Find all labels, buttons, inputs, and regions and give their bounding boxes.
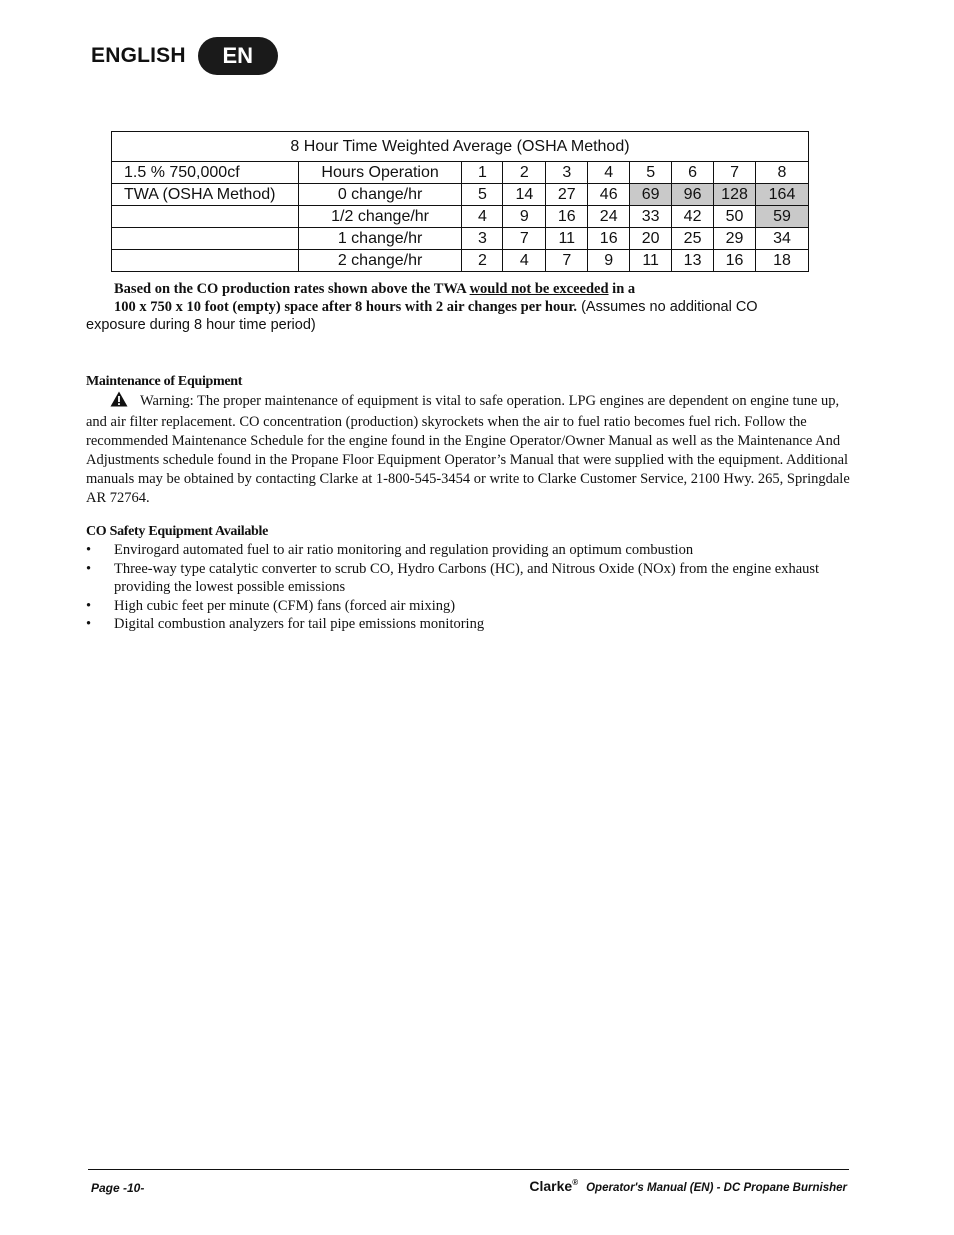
warning-triangle-icon bbox=[110, 391, 128, 413]
table-cell-shaded: 69 bbox=[630, 184, 672, 206]
row-label: TWA (OSHA Method) bbox=[112, 184, 299, 206]
table-row bbox=[112, 162, 809, 184]
page-header bbox=[91, 36, 278, 76]
list-item: • Digital combustion analyzers for tail pipe emissions monitoring bbox=[86, 616, 485, 632]
table-cell-shaded: 164 bbox=[756, 184, 809, 206]
note-line-2: 100 x 750 x 10 foot (empty) space after 8 hours with 2 air changes per hour. (Assumes no additional CO exposure during 8 hour time period) bbox=[86, 299, 758, 333]
table-note bbox=[86, 280, 806, 334]
row-rate: 0 change/hr bbox=[298, 184, 462, 206]
safety-section bbox=[86, 522, 856, 634]
table-cell: 1 bbox=[462, 162, 503, 184]
list-item: • Three-way type catalytic converter to scrub CO, Hydro Carbons (HC), and Nitrous Oxide (NOx) from the engine exhaust providing the lowest possible emissions bbox=[86, 560, 820, 595]
table-cell: 3 bbox=[462, 228, 503, 250]
table-cell: 46 bbox=[588, 184, 630, 206]
table-title: 8 Hour Time Weighted Average (OSHA Method) bbox=[112, 132, 809, 162]
table-cell: 14 bbox=[503, 184, 546, 206]
table-cell: 20 bbox=[630, 228, 672, 250]
bullet: • bbox=[86, 597, 92, 614]
list-item: • Envirogard automated fuel to air ratio monitoring and regulation providing an optimum combustion bbox=[86, 542, 694, 558]
maintenance-paragraph bbox=[86, 391, 856, 508]
table-row bbox=[112, 228, 809, 250]
row-label bbox=[112, 250, 299, 272]
maintenance-text: Warning: The proper maintenance of equipment is vital to safe operation. LPG engines are dependent on engine tune up, and air filter replacement. CO concentration (production) skyrockets when the air to fuel ratio becomes fuel rich. Follow the recommended Maintenance Schedule for the engine found in the Engine Operator/Owner Manual as well as the Maintenance And Adjustments schedule found in the Propane Floor Equipment Operator’s Manual that were supplied with the equipment. Additional manuals may be obtained by contacting Clarke at 1-800-545-3454 or write to Clarke Customer Service, 2100 Hwy. 265, Springdale AR 72764. bbox=[86, 393, 850, 506]
table-cell: 24 bbox=[588, 206, 630, 228]
table-title-row bbox=[112, 132, 809, 162]
footer-title: Clarke® Operator's Manual (EN) - DC Propane Burnisher bbox=[529, 1178, 847, 1194]
table-cell: 9 bbox=[588, 250, 630, 272]
language-badge: EN bbox=[198, 37, 278, 75]
row-label bbox=[112, 206, 299, 228]
maintenance-section bbox=[86, 372, 856, 508]
twa-table bbox=[111, 131, 809, 272]
table-cell: 3 bbox=[546, 162, 588, 184]
table-cell: 5 bbox=[630, 162, 672, 184]
table-cell: 50 bbox=[714, 206, 756, 228]
table-cell: 8 bbox=[756, 162, 809, 184]
row-rate: 2 change/hr bbox=[298, 250, 462, 272]
table-cell: 27 bbox=[546, 184, 588, 206]
table-cell: 2 bbox=[462, 250, 503, 272]
maintenance-heading: Maintenance of Equipment bbox=[86, 374, 243, 389]
row-rate: Hours Operation bbox=[298, 162, 462, 184]
table-cell: 9 bbox=[503, 206, 546, 228]
safety-list bbox=[86, 541, 856, 634]
footer-divider bbox=[88, 1169, 849, 1170]
row-label: 1.5 % 750,000cf bbox=[112, 162, 299, 184]
note-emphasis: would not be exceeded bbox=[469, 281, 609, 297]
table-cell: 34 bbox=[756, 228, 809, 250]
table-cell: 16 bbox=[714, 250, 756, 272]
table-cell: 4 bbox=[503, 250, 546, 272]
list-item: • High cubic feet per minute (CFM) fans (forced air mixing) bbox=[86, 597, 456, 614]
page-number: Page -10- bbox=[91, 1181, 145, 1195]
table-cell: 13 bbox=[672, 250, 714, 272]
table-cell: 4 bbox=[462, 206, 503, 228]
bullet: • bbox=[86, 542, 92, 558]
table-cell: 18 bbox=[756, 250, 809, 272]
language-label: ENGLISH bbox=[91, 44, 186, 67]
table-cell: 6 bbox=[672, 162, 714, 184]
table-cell: 11 bbox=[546, 228, 588, 250]
manual-title: Operator's Manual (EN) - DC Propane Burnisher bbox=[586, 1182, 847, 1194]
bullet: • bbox=[86, 616, 92, 632]
table-cell: 2 bbox=[503, 162, 546, 184]
table-cell-shaded: 128 bbox=[714, 184, 756, 206]
table-cell: 7 bbox=[503, 228, 546, 250]
table-cell: 4 bbox=[588, 162, 630, 184]
safety-heading: CO Safety Equipment Available bbox=[86, 524, 269, 539]
table-cell: 29 bbox=[714, 228, 756, 250]
table-cell: 16 bbox=[588, 228, 630, 250]
table-row bbox=[112, 206, 809, 228]
table-cell-shaded: 96 bbox=[672, 184, 714, 206]
table-cell: 16 bbox=[546, 206, 588, 228]
brand-name: Clarke bbox=[529, 1178, 573, 1194]
row-rate: 1 change/hr bbox=[298, 228, 462, 250]
table-cell: 5 bbox=[462, 184, 503, 206]
table-cell: 11 bbox=[630, 250, 672, 272]
note-line-1: Based on the CO production rates shown above the TWA would not be exceeded in a bbox=[114, 281, 636, 297]
table-cell-shaded: 59 bbox=[756, 206, 809, 228]
table-cell: 42 bbox=[672, 206, 714, 228]
table-row bbox=[112, 250, 809, 272]
table-cell: 25 bbox=[672, 228, 714, 250]
row-rate: 1/2 change/hr bbox=[298, 206, 462, 228]
row-label bbox=[112, 228, 299, 250]
table-cell: 33 bbox=[630, 206, 672, 228]
table-cell: 7 bbox=[714, 162, 756, 184]
bullet: • bbox=[86, 560, 92, 577]
table-row bbox=[112, 184, 809, 206]
table-cell: 7 bbox=[546, 250, 588, 272]
